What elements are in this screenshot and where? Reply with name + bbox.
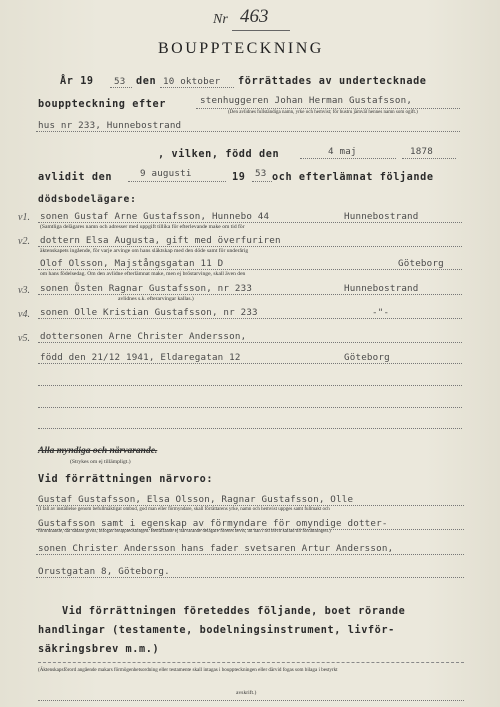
- heir-mark-5: v5.: [18, 333, 30, 344]
- deceased-hint: (Den avlidnes fullständiga namn, yrke och hemvist; för hustru jämväl hennes namn som ogift.): [228, 110, 418, 115]
- deceased-name: stenhuggeren Johan Herman Gustafsson,: [200, 95, 413, 106]
- handlingar-line-1: Vid förrättningen företeddes följande, boet rörande: [62, 606, 406, 617]
- narvoro-rule-3: [36, 554, 464, 555]
- narvoro-label: Vid förrättningen närvoro:: [38, 474, 214, 485]
- heir-5: dottersonen Arne Christer Andersson,: [40, 331, 247, 342]
- heir-mark-4: v4.: [18, 309, 30, 320]
- heir-mark-2: v2.: [18, 236, 30, 247]
- heir-1-place: Hunnebostrand: [344, 211, 419, 222]
- den-label: den: [136, 76, 157, 87]
- heir-3-place: Hunnebostrand: [344, 283, 419, 294]
- heir-line-5: [38, 318, 462, 319]
- heir-5b: född den 21/12 1941, Eldaregatan 12: [40, 352, 241, 363]
- handlingar-line-2: handlingar (testamente, bodelningsinstrument, livför-: [38, 625, 395, 636]
- heir-hint-3: om hans födelsedag. Om den avlidne efterlämnat make, men ej bröstarvinge, skall även den: [40, 271, 246, 277]
- heir-hint-2: äktenskapets ingående, för varje arvinge om hans släktskap med den döde samt för underårig: [40, 248, 249, 254]
- heir-hint-4: avlidnes s.k. efterarvingar kallas.): [118, 296, 194, 302]
- year-value: 53: [114, 76, 126, 87]
- narvoro-line-2: Gustafsson samt i egenskap av förmyndare för omyndige dotter-: [38, 518, 388, 529]
- birth-year-line: [402, 158, 456, 159]
- birth-year: 1878: [410, 146, 433, 157]
- heir-line-3: [38, 269, 462, 270]
- year-line: [110, 87, 132, 88]
- heir-hint-1: (Samtliga delägares namn och adresser med uppgift tillika för efterlevande make om tid för: [40, 224, 245, 230]
- narvoro-hint-2: förordnande, där sådant givits, bifogas bouppteckningen. Beträffande ej närvarande delägare företes bevis, att han i tid blivit kallad till förrättningen.): [38, 529, 331, 534]
- heir-3: sonen Östen Ragnar Gustafsson, nr 233: [40, 283, 253, 294]
- heir-4-place: -"-: [372, 307, 390, 318]
- heir-mark-1: v1.: [18, 212, 30, 223]
- narvoro-line-3: sonen Christer Andersson hans fader svetsaren Artur Andersson,: [38, 543, 394, 554]
- efterlamnat-label: och efterlämnat följande: [272, 172, 434, 183]
- heir-line-7: [38, 363, 462, 364]
- forrattades-label: förrättades av undertecknade: [238, 76, 427, 87]
- vilken-fodd-label: , vilken, född den: [158, 149, 280, 160]
- birth-day-line: [300, 158, 396, 159]
- heir-line-8: [38, 385, 462, 386]
- heir-2b-place: Göteborg: [398, 258, 444, 269]
- heir-mark-3: v3.: [18, 285, 30, 296]
- handlingar-line-3: säkringsbrev m.m.): [38, 644, 160, 655]
- date-line: [160, 87, 234, 88]
- nr-underline: [232, 30, 290, 31]
- heir-line-1: [38, 222, 462, 223]
- handlingar-hint-end: avskrift.): [236, 690, 257, 696]
- heir-1: sonen Gustaf Arne Gustafsson, Hunnebo 44: [40, 211, 270, 222]
- narvoro-hint-1: (I fall av inställelse genom befullmäktigat ombud, god man eller förmyndare, skall förrättarens yrke, namn och hemvist uppges samt fullmakt och: [38, 507, 330, 512]
- heir-4: sonen Olle Kristian Gustafsson, nr 233: [40, 307, 258, 318]
- dodsbodelagare-label: dödsbodelägare:: [38, 194, 137, 205]
- narvoro-line-1: Gustaf Gustafsson, Elsa Olsson, Ragnar Gustafsson, Olle: [38, 494, 354, 505]
- presence-hint: (Strykes om ej tillämpligt.): [70, 459, 131, 465]
- death-date-line: [128, 181, 226, 182]
- heir-line-9: [38, 407, 462, 408]
- deceased-line: [196, 108, 460, 109]
- birth-day: 4 maj: [328, 146, 357, 157]
- handlingar-rule: [38, 662, 464, 663]
- death-century: 19: [232, 172, 246, 183]
- heir-2: dottern Elsa Augusta, gift med överfuriren: [40, 235, 281, 246]
- address-line: [36, 131, 460, 132]
- avliden-label: avlidit den: [38, 172, 113, 183]
- narvoro-line-4: Orustgatan 8, Göteborg.: [38, 566, 170, 577]
- nr-value: 463: [240, 6, 269, 27]
- death-date: 9 augusti: [140, 168, 192, 179]
- date-value: 10 oktober: [163, 76, 221, 87]
- page-title: BOUPPTECKNING: [158, 40, 324, 57]
- death-year-line: [252, 181, 272, 182]
- narvoro-rule-4: [36, 577, 464, 578]
- handlingar-hint: (Äktenskapsförord angående makars förmögenhetsordning eller testamente skall intagas i bouppteckningen eller därvid fogas som bilaga i bestyrkt: [38, 667, 338, 673]
- heir-5b-place: Göteborg: [344, 352, 390, 363]
- heir-line-2: [38, 246, 462, 247]
- bouppteckning-efter-label: bouppteckning efter: [38, 99, 166, 110]
- death-year: 53: [255, 168, 267, 179]
- heir-line-4: [38, 294, 462, 295]
- heir-line-10: [38, 428, 462, 429]
- deceased-address: hus nr 233, Hunnebostrand: [38, 120, 182, 131]
- narvoro-rule-1: [36, 505, 464, 506]
- heir-2b: Olof Olsson, Majstångsgatan 11 D: [40, 258, 224, 269]
- ar-label: År 19: [60, 76, 94, 87]
- bottom-rule: [38, 700, 464, 701]
- heir-line-6: [38, 342, 462, 343]
- presence-text: Alla myndiga och närvarande.: [38, 446, 158, 456]
- nr-label: Nr: [213, 12, 228, 27]
